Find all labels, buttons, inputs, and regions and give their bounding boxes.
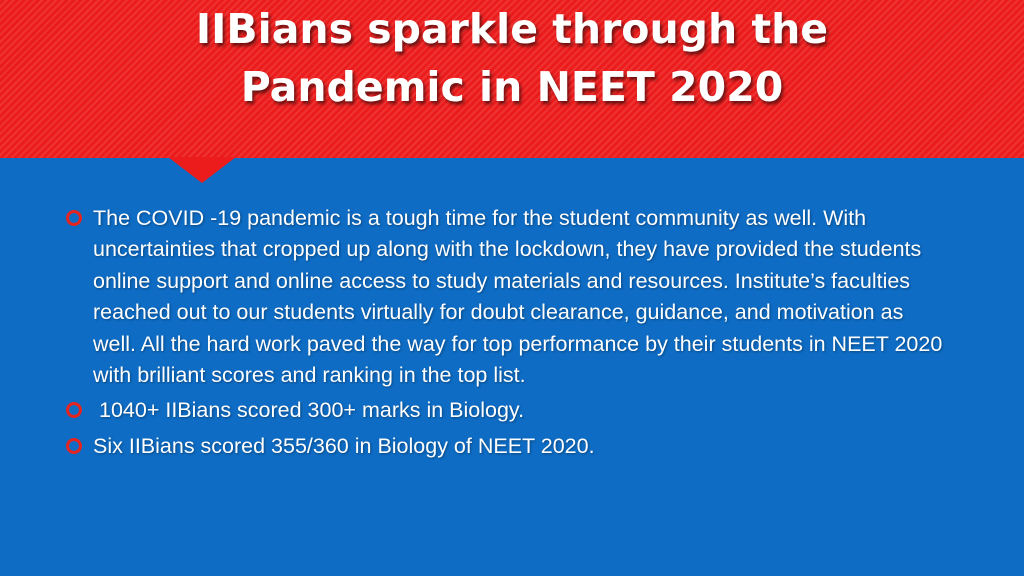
title-banner: [0, 0, 1024, 158]
bullet-item-biology-355: [66, 431, 946, 462]
ring-bullet-icon: [66, 438, 82, 454]
bullet-text: The COVID -19 pandemic is a tough time for the student community as well. With uncertainties that cropped up along with the lockdown, they have provided the students online support and online access to study materials and resources. Institute’s faculties reached out to our students virtually for doubt clearance, guidance, and motivation as well. All the hard work paved the way for top performance by their students in NEET 2020 with brilliant scores and ranking in the top list.: [93, 206, 943, 388]
slide-title: [0, 0, 1024, 116]
bullet-text: 1040+ IIBians scored 300+ marks in Biology.: [93, 398, 525, 423]
banner-notch: [168, 157, 236, 183]
bullet-item-biology-300: [66, 395, 946, 426]
bullet-text: Six IIBians scored 355/360 in Biology of NEET 2020.: [93, 433, 595, 458]
ring-bullet-icon: [66, 210, 82, 226]
ring-bullet-icon: [66, 402, 82, 418]
bullet-item-covid-support: [66, 203, 946, 391]
bullet-list: [66, 203, 946, 462]
slide-title-line-1: IIBians sparkle through the: [195, 5, 829, 53]
slide-title-line-2: Pandemic in NEET 2020: [240, 63, 784, 111]
